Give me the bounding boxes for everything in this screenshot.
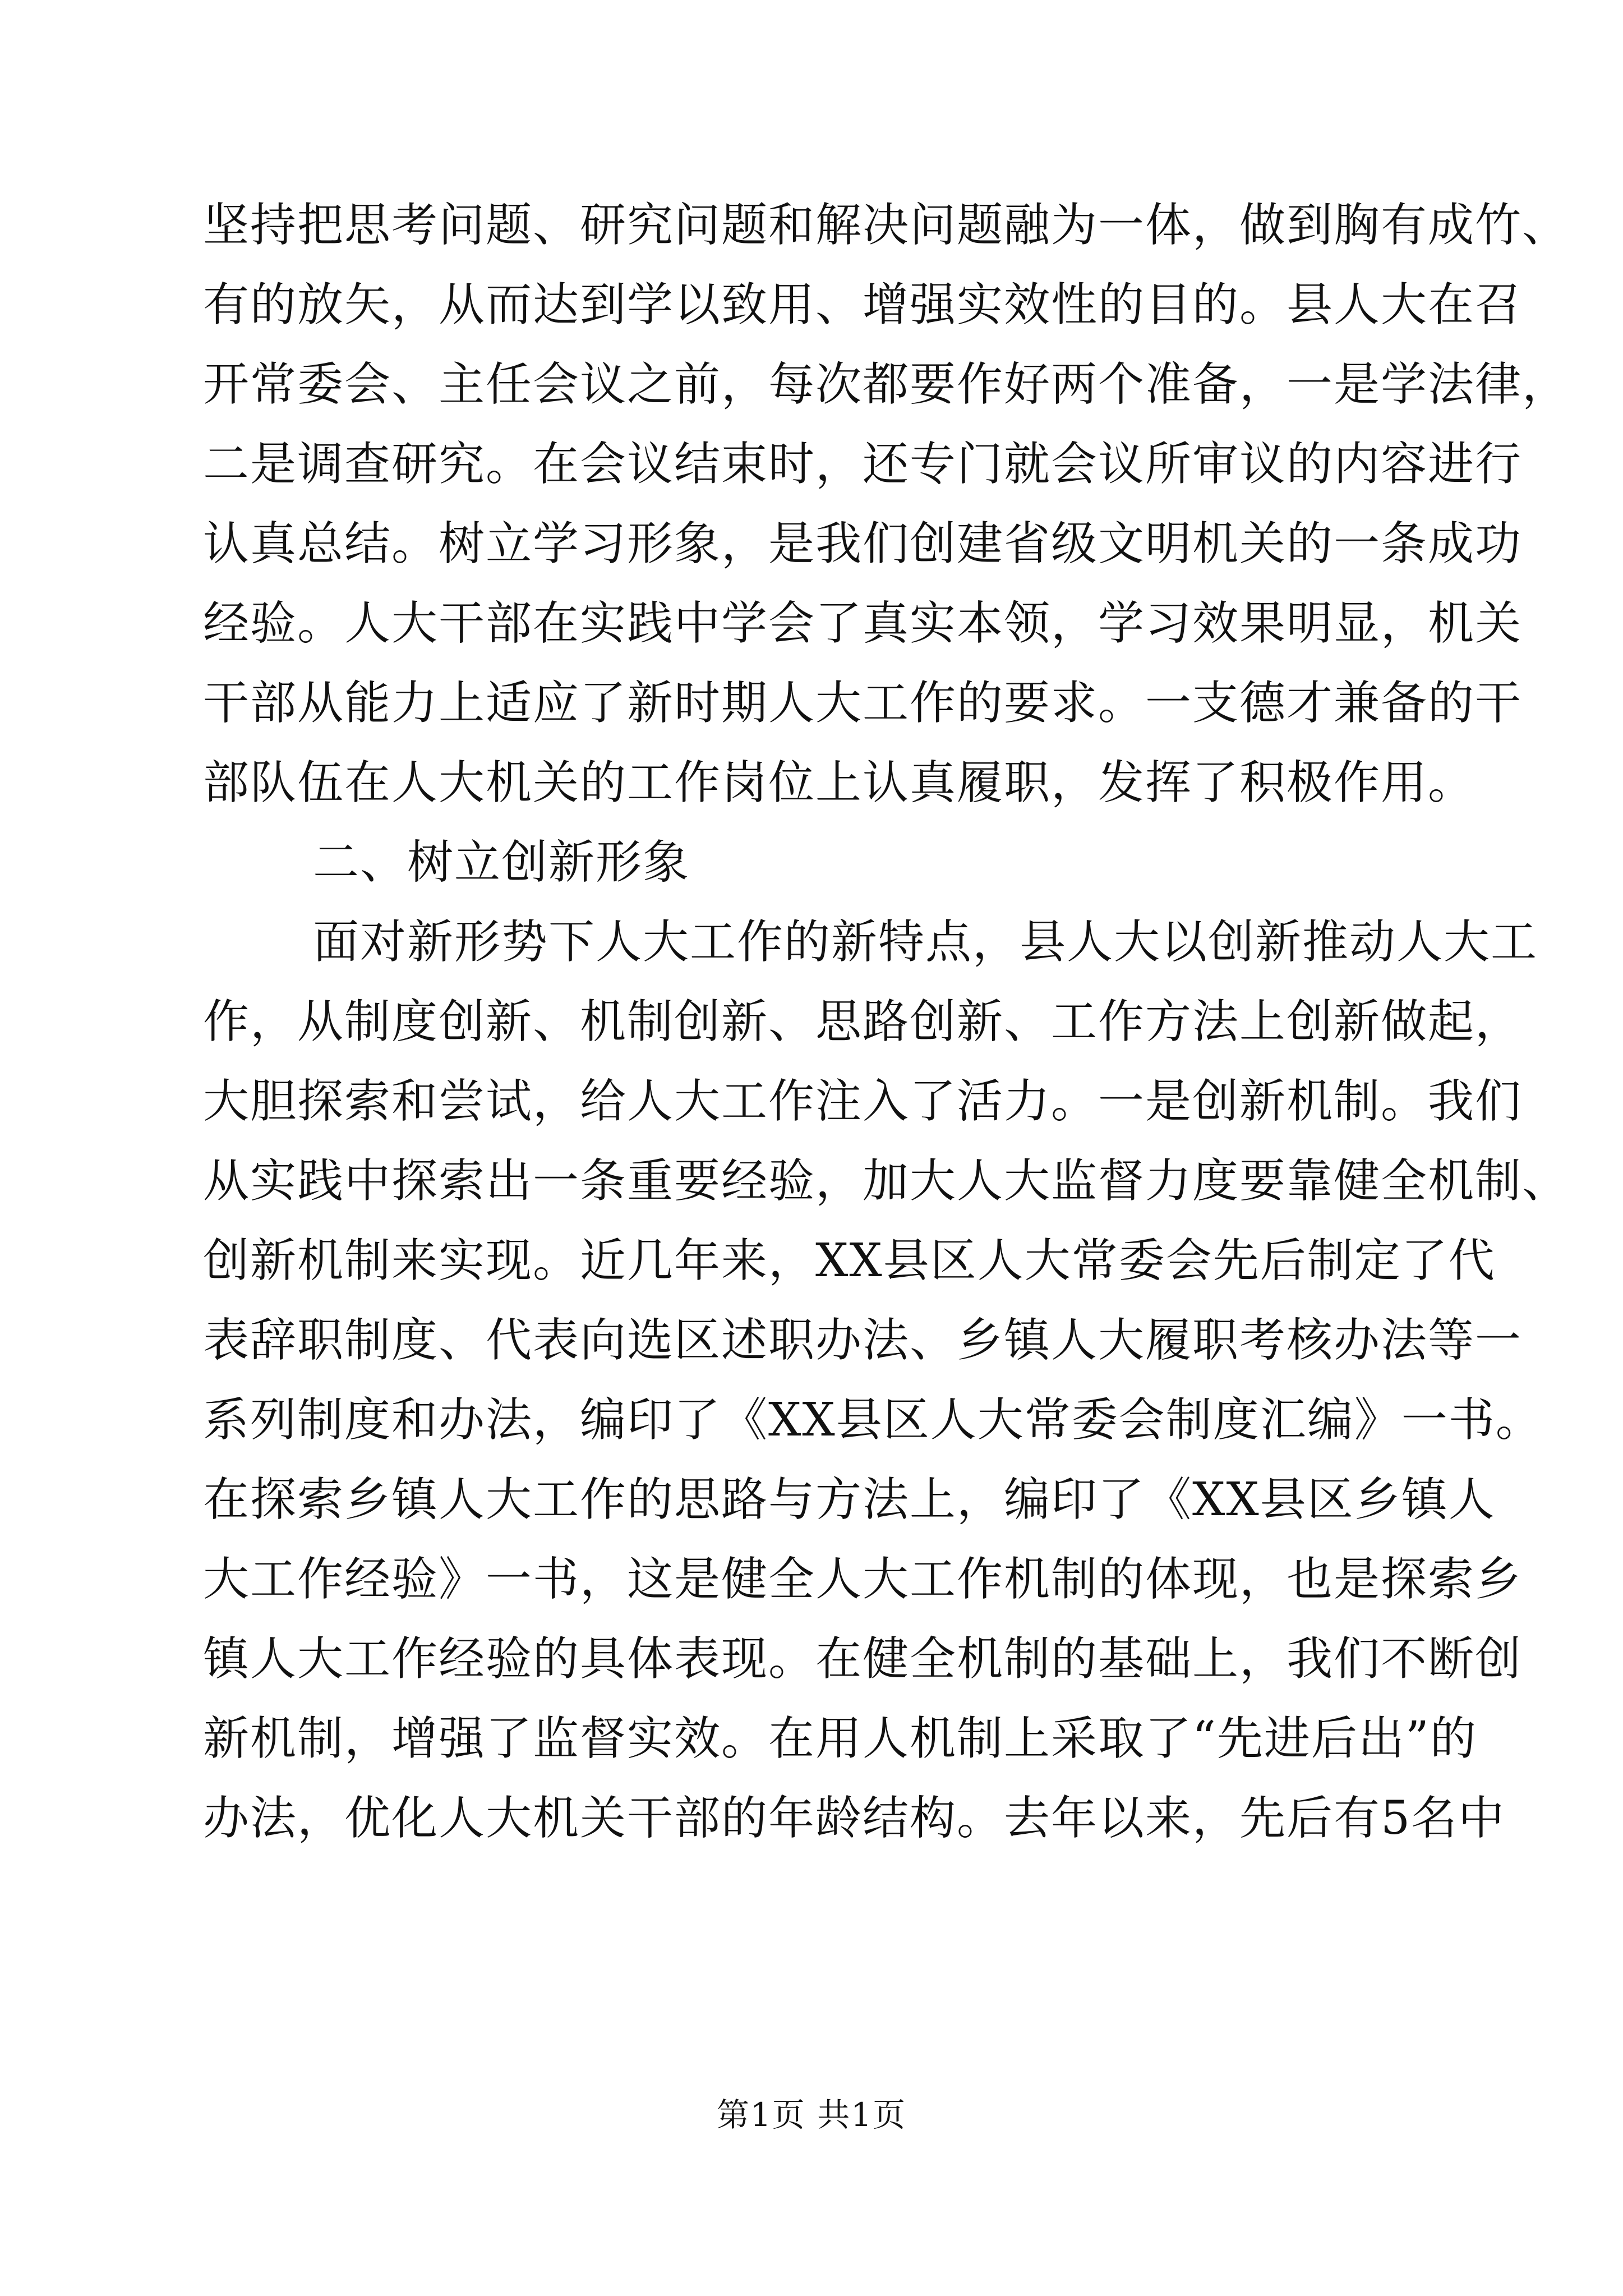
text-line: 创新机制来实现。近几年来，XX县区人大常委会先后制定了代 bbox=[203, 1234, 1496, 1287]
paragraph-first-line: 面对新形势下人大工作的新特点，县人大以创新推动人大工 bbox=[313, 915, 1538, 969]
text-line: 办法，优化人大机关干部的年龄结构。去年以来，先后有5名中 bbox=[203, 1792, 1506, 1845]
text-line: 镇人大工作经验的具体表现。在健全机制的基础上，我们不断创 bbox=[203, 1632, 1523, 1686]
text-line: 作，从制度创新、机制创新、思路创新、工作方法上创新做起， bbox=[203, 995, 1523, 1048]
text-line: 干部从能力上适应了新时期人大工作的要求。一支德才兼备的干 bbox=[203, 677, 1523, 730]
text-line: 在探索乡镇人大工作的思路与方法上，编印了《XX县区乡镇人 bbox=[203, 1473, 1496, 1526]
text-line: 经验。人大干部在实践中学会了真实本领，学习效果明显，机关 bbox=[203, 597, 1523, 650]
text-line: 部队伍在人大机关的工作岗位上认真履职，发挥了积极作用。 bbox=[203, 756, 1476, 809]
text-line: 系列制度和办法，编印了《XX县区人大常委会制度汇编》一书。 bbox=[203, 1393, 1543, 1447]
text-line: 坚持把思考问题、研究问题和解决问题融为一体，做到胸有成竹、 bbox=[203, 199, 1570, 252]
text-line: 新机制，增强了监督实效。在用人机制上采取了“先进后出”的 bbox=[203, 1712, 1477, 1765]
text-line: 有的放矢，从而达到学以致用、增强实效性的目的。县人大在召 bbox=[203, 278, 1523, 332]
text-line: 开常委会、主任会议之前，每次都要作好两个准备，一是学法律， bbox=[203, 358, 1570, 411]
text-line: 大工作经验》一书，这是健全人大工作机制的体现，也是探索乡 bbox=[203, 1553, 1523, 1606]
text-line: 认真总结。树立学习形象，是我们创建省级文明机关的一条成功 bbox=[203, 517, 1523, 570]
page-footer: 第1页 共1页 bbox=[716, 2096, 907, 2134]
text-line: 大胆探索和尝试，给人大工作注入了活力。一是创新机制。我们 bbox=[203, 1075, 1523, 1128]
text-line: 表辞职制度、代表向选区述职办法、乡镇人大履职考核办法等一 bbox=[203, 1314, 1523, 1367]
text-line: 二是调查研究。在会议结束时，还专门就会议所审议的内容进行 bbox=[203, 438, 1523, 491]
section-heading: 二、树立创新形象 bbox=[313, 836, 690, 889]
text-line: 从实践中探索出一条重要经验，加大人大监督力度要靠健全机制、 bbox=[203, 1154, 1570, 1208]
